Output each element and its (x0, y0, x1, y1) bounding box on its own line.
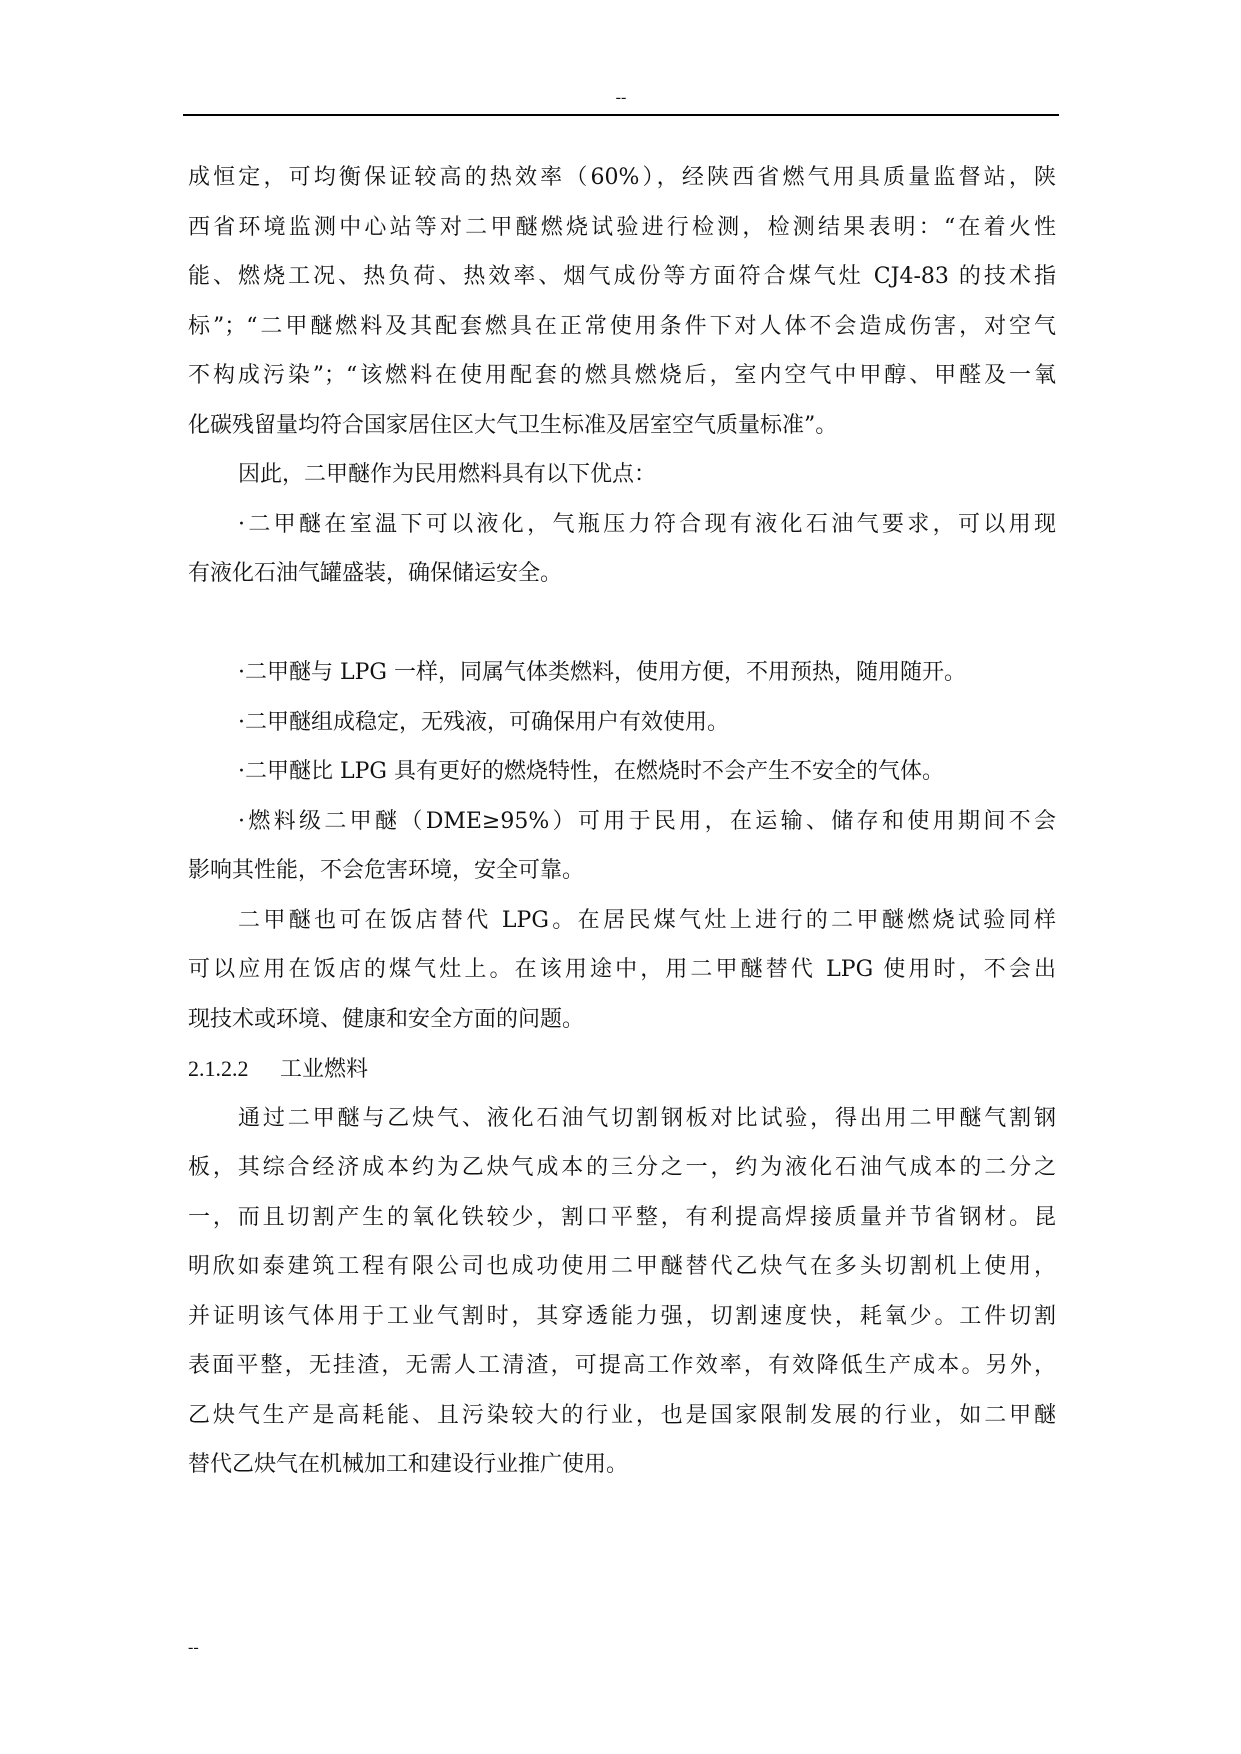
document-body (188, 153, 1056, 1490)
text-line: 通过二甲醚与乙炔气、液化石油气切割钢板对比试验，得出用二甲醚气割钢 (238, 1105, 1056, 1131)
bullet-item-combustion: ·二甲醚比 LPG 具有更好的燃烧特性，在燃烧时不会产生不安全的气体。 (238, 759, 944, 784)
paragraph-restaurant-use (188, 896, 1056, 1045)
text-line: 乙炔气生产是高耗能、且污染较大的行业，也是国家限制发展的行业，如二甲醚 (188, 1402, 1056, 1428)
paragraph-combustion-test (188, 153, 1056, 450)
text-line: 现技术或环境、健康和安全方面的问题。 (188, 1006, 585, 1032)
text-line: 明欣如泰建筑工程有限公司也成功使用二甲醚替代乙炔气在多头切割机上使用， (188, 1254, 1056, 1279)
section-heading (188, 1044, 1056, 1094)
blank-line (188, 599, 1056, 649)
text-line: 并证明该气体用于工业气割时，其穿透能力强，切割速度快，耗氧少。工件切割 (188, 1303, 1056, 1329)
text-line: 不构成污染”；“该燃料在使用配套的燃具燃烧后，室内空气中甲醇、甲醛及一氧 (188, 363, 1056, 388)
text-line: 二甲醚也可在饭店替代 LPG。在居民煤气灶上进行的二甲醚燃烧试验同样 (238, 907, 1056, 933)
bullet-item-stable: ·二甲醚组成稳定，无残液，可确保用户有效使用。 (238, 709, 729, 735)
text-line: 西省环境监测中心站等对二甲醚燃烧试验进行检测，检测结果表明：“在着火性 (188, 214, 1056, 240)
text-line: ·二甲醚在室温下可以液化，气瓶压力符合现有液化石油气要求，可以用现 (238, 511, 1056, 537)
text-line: 化碳残留量均符合国家居住区大气卫生标准及居室空气质量标准”。 (188, 412, 838, 438)
text-line: 替代乙炔气在机械加工和建设行业推广使用。 (188, 1452, 629, 1477)
text-line: 可以应用在饭店的煤气灶上。在该用途中，用二甲醚替代 LPG 使用时，不会出 (188, 957, 1056, 982)
text-line: 标”；“二甲醚燃料及其配套燃具在正常使用条件下对人体不会造成伤害，对空气 (188, 313, 1056, 339)
text-line: 表面平整，无挂渣，无需人工清渣，可提高工作效率，有效降低生产成本。另外， (188, 1353, 1056, 1378)
page-header (183, 88, 1059, 116)
paragraph-industrial-fuel (188, 1094, 1056, 1490)
bullet-item-fuel-grade (188, 797, 1056, 896)
page-footer-mark: -- (188, 1639, 199, 1656)
text-line: 影响其性能，不会危害环境，安全可靠。 (188, 858, 585, 883)
text-line: 成恒定，可均衡保证较高的热效率（60%），经陕西省燃气用具质量监督站，陕 (188, 165, 1056, 190)
text-line: ·燃料级二甲醚（DME≥95%）可用于民用，在运输、储存和使用期间不会 (238, 808, 1056, 834)
bullet-item-gas-fuel: ·二甲醚与 LPG 一样，同属气体类燃料，使用方便，不用预热，随用随开。 (238, 660, 966, 685)
text-line: 板，其综合经济成本约为乙炔气成本的三分之一，约为液化石油气成本的二分之 (188, 1155, 1056, 1180)
text-line: 有液化石油气罐盛装，确保储运安全。 (188, 561, 563, 586)
section-number: 2.1.2.2 (188, 1056, 249, 1081)
bullet-item-liquefaction (188, 500, 1056, 599)
section-title: 工业燃料 (280, 1057, 369, 1082)
text-line: 能、燃烧工况、热负荷、热效率、烟气成份等方面符合煤气灶 CJ4-83 的技术指 (188, 264, 1056, 289)
header-mark: -- (615, 89, 627, 106)
paragraph-advantages-intro: 因此，二甲醚作为民用燃料具有以下优点： (238, 462, 657, 487)
text-line: 一，而且切割产生的氧化铁较少，割口平整，有利提高焊接质量并节省钢材。昆 (188, 1204, 1056, 1230)
